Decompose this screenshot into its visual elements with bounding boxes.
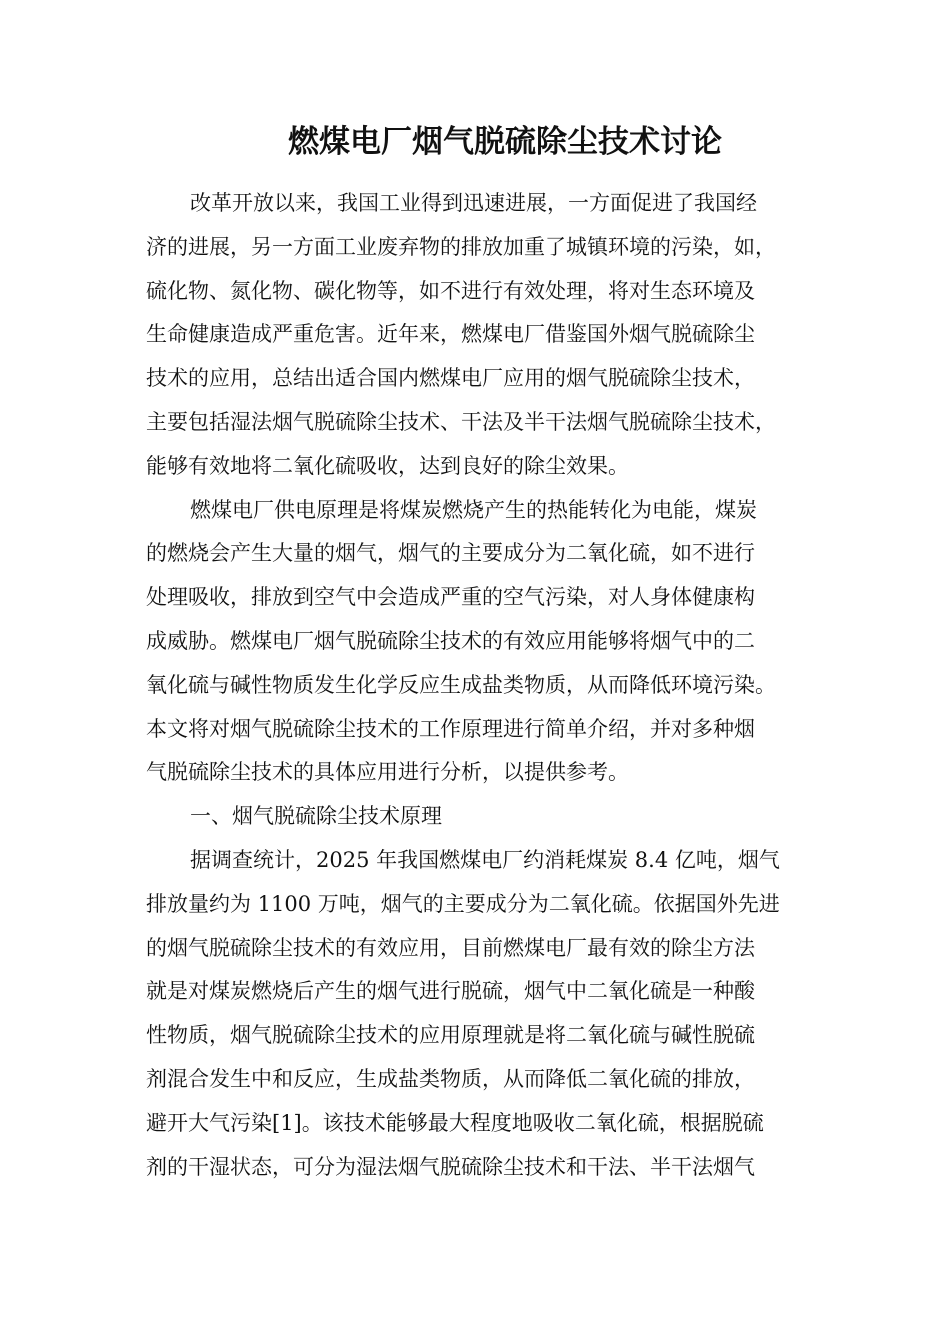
paragraph-line: 能够有效地将二氧化硫吸收，达到良好的除尘效果。 xyxy=(146,453,629,478)
paragraph-first-line: 一、烟气脱硫除尘技术原理 xyxy=(190,804,442,829)
paragraph-line: 氧化硫与碱性物质发生化学反应生成盐类物质，从而降低环境污染。 xyxy=(146,672,776,697)
paragraph-line: 排放量约为 1100 万吨，烟气的主要成分为二氧化硫。依据国外先进 xyxy=(146,891,780,916)
paragraph-first-line: 改革开放以来，我国工业得到迅速进展，一方面促进了我国经 xyxy=(190,191,757,215)
paragraph-line: 技术的应用，总结出适合国内燃煤电厂应用的烟气脱硫除尘技术， xyxy=(146,366,755,391)
paragraph-line: 硫化物、氮化物、碳化物等，如不进行有效处理，将对生态环境及 xyxy=(146,278,755,303)
paragraph-line: 气脱硫除尘技术的具体应用进行分析，以提供参考。 xyxy=(146,760,629,785)
paragraph-line: 本文将对烟气脱硫除尘技术的工作原理进行简单介绍，并对多种烟 xyxy=(146,716,755,741)
paragraph-first-line: 据调查统计，2025 年我国燃煤电厂约消耗煤炭 8.4 亿吨，烟气 xyxy=(190,848,780,872)
paragraph-line: 的燃烧会产生大量的烟气，烟气的主要成分为二氧化硫，如不进行 xyxy=(146,541,755,566)
paragraph-first-line: 燃煤电厂供电原理是将煤炭燃烧产生的热能转化为电能，煤炭 xyxy=(190,497,757,522)
paragraph-line: 成威胁。燃煤电厂烟气脱硫除尘技术的有效应用能够将烟气中的二 xyxy=(146,629,755,653)
paragraph-line: 剂混合发生中和反应，生成盐类物质，从而降低二氧化硫的排放， xyxy=(146,1067,755,1091)
paragraph-line: 性物质，烟气脱硫除尘技术的应用原理就是将二氧化硫与碱性脱硫 xyxy=(146,1023,755,1048)
document-title: 燃煤电厂烟气脱硫除尘技术讨论 xyxy=(288,124,722,160)
paragraph-line: 主要包括湿法烟气脱硫除尘技术、干法及半干法烟气脱硫除尘技术， xyxy=(146,410,776,434)
paragraph-line: 避开大气污染[1]。该技术能够最大程度地吸收二氧化硫，根据脱硫 xyxy=(146,1110,764,1135)
paragraph-line: 的烟气脱硫除尘技术的有效应用，目前燃煤电厂最有效的除尘方法 xyxy=(146,935,755,960)
paragraph-line: 剂的干湿状态，可分为湿法烟气脱硫除尘技术和干法、半干法烟气 xyxy=(146,1154,755,1179)
paragraph-line: 就是对煤炭燃烧后产生的烟气进行脱硫，烟气中二氧化硫是一种酸 xyxy=(146,979,755,1004)
paragraph-line: 济的进展，另一方面工业废弃物的排放加重了城镇环境的污染，如， xyxy=(146,234,776,259)
paragraph-line: 处理吸收，排放到空气中会造成严重的空气污染，对人身体健康构 xyxy=(146,585,755,610)
paragraph-line: 生命健康造成严重危害。近年来，燃煤电厂借鉴国外烟气脱硫除尘 xyxy=(146,322,755,347)
